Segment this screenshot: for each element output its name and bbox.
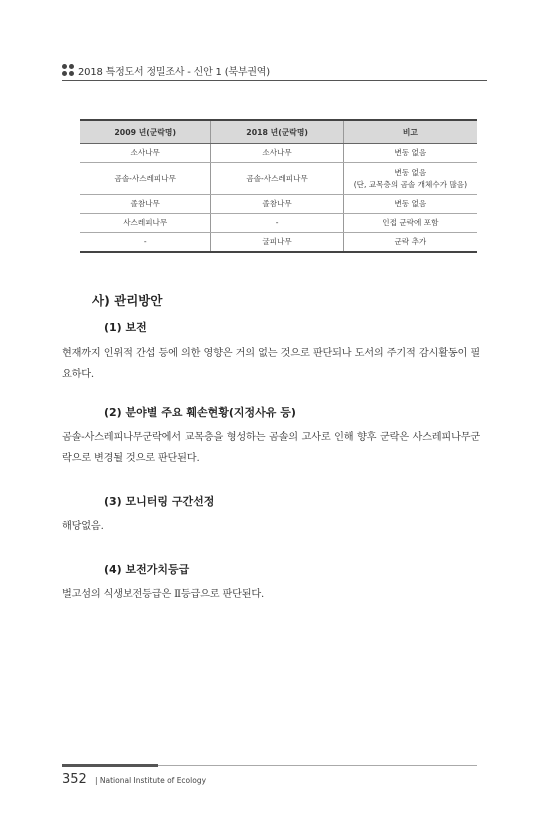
- table-row: [80, 195, 477, 214]
- cell-remarks: 변동 없음: [343, 195, 477, 214]
- table-header-row: [80, 120, 477, 144]
- header-title: 2018 특정도서 정밀조사 - 신안 1 (북부권역): [78, 67, 270, 78]
- table-row: [80, 144, 477, 163]
- footer-rule: [158, 765, 477, 766]
- community-comparison-table: [80, 119, 477, 253]
- cell-2018: 굴피나무: [211, 233, 343, 252]
- paragraph-conservation: 현재까지 인위적 간섭 등에 의한 영향은 거의 없는 것으로 판단되나 도서의 주기적 감시활동이 필요하다.: [62, 348, 480, 380]
- subsection-heading-conservation: (1) 보전: [104, 321, 147, 334]
- cell-2018: 곰솔-사스레피나무: [211, 163, 343, 195]
- footer-publisher: | National Institute of Ecology: [95, 776, 207, 785]
- section-heading: 사) 관리방안: [92, 293, 163, 308]
- table-row: [80, 214, 477, 233]
- cell-2009: 사스레피나무: [80, 214, 211, 233]
- cell-2009: 졸참나무: [80, 195, 211, 214]
- running-header: [62, 60, 487, 84]
- table-row: [80, 233, 477, 252]
- header-dots-icon: [62, 64, 74, 76]
- cell-remarks-line1: 변동 없음: [394, 167, 427, 177]
- subsection-heading-conservation-grade: (4) 보전가치등급: [104, 563, 190, 576]
- subsection-heading-monitoring: (3) 모니터링 구간선정: [104, 495, 215, 508]
- column-header-2009: 2009 년(군락명): [80, 120, 211, 144]
- paragraph-conservation-grade: 벌고섬의 식생보전등급은 Ⅱ등급으로 판단된다.: [62, 589, 265, 600]
- cell-remarks: 군락 추가: [343, 233, 477, 252]
- cell-2018: 소사나무: [211, 144, 343, 163]
- table-row: [80, 163, 477, 195]
- cell-remarks: 인접 군락에 포함: [343, 214, 477, 233]
- page-number: 352: [62, 772, 87, 787]
- cell-2018: 졸참나무: [211, 195, 343, 214]
- cell-2009: 소사나무: [80, 144, 211, 163]
- subsection-heading-damage-status: (2) 분야별 주요 훼손현황(지정사유 등): [104, 406, 296, 419]
- cell-2009: -: [80, 233, 211, 252]
- column-header-2018: 2018 년(군락명): [211, 120, 343, 144]
- cell-remarks: [343, 163, 477, 195]
- cell-remarks: 변동 없음: [343, 144, 477, 163]
- cell-remarks-line2: (단, 교목층의 곰솔 개체수가 많음): [353, 179, 468, 189]
- column-header-remarks: 비고: [343, 120, 477, 144]
- cell-2009: 곰솔-사스레피나무: [80, 163, 211, 195]
- paragraph-monitoring: 해당없음.: [62, 521, 104, 532]
- header-rule: [62, 80, 487, 81]
- footer-rule-accent: [62, 764, 158, 767]
- paragraph-damage-status: 곰솔-사스레피나무군락에서 교목층을 형성하는 곰솔의 고사로 인해 향후 군락은 사스레피나무군락으로 변경될 것으로 판단된다.: [62, 432, 480, 464]
- cell-2018: -: [211, 214, 343, 233]
